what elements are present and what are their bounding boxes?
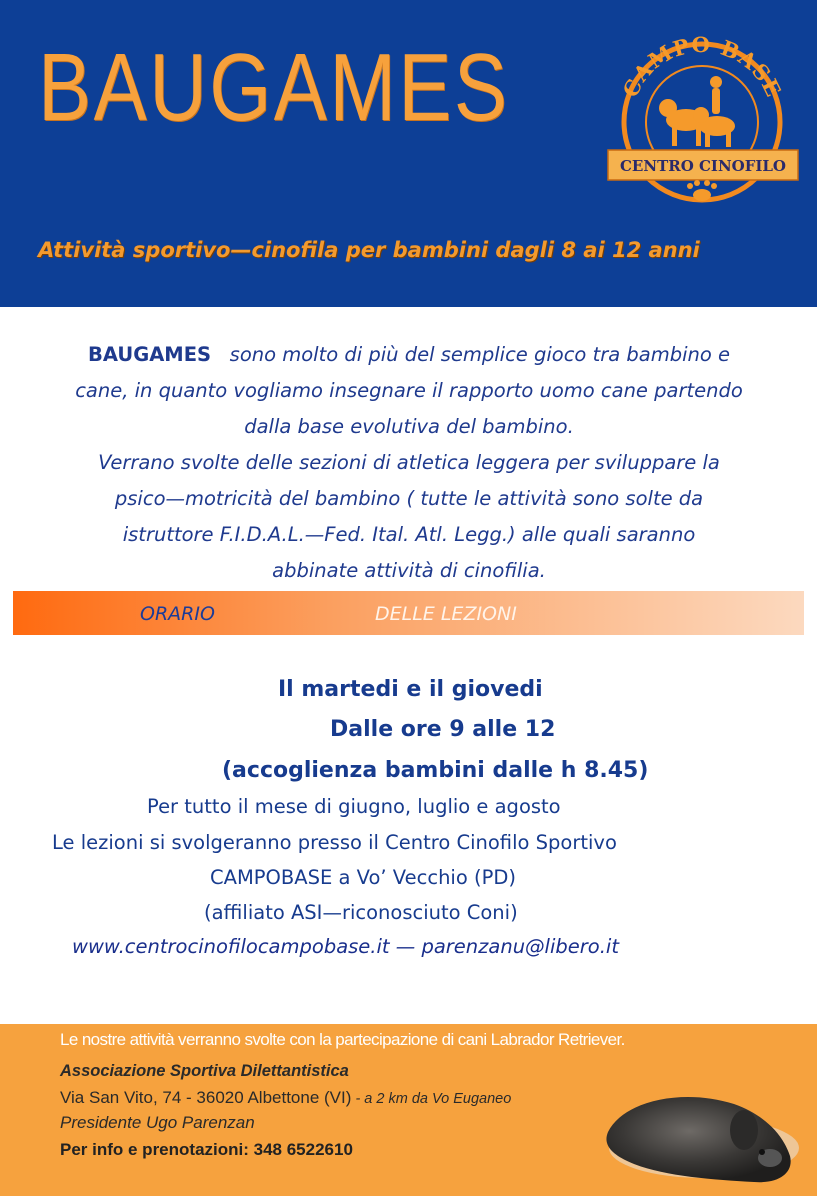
schedule-hours: Dalle ore 9 alle 12 [330,717,556,742]
footer-address-distance: - a 2 km da Vo Euganeo [351,1091,512,1107]
logo-top-text: CAMPO BASE [617,31,787,102]
intro-name: BAUGAMES [88,343,212,366]
schedule-months: Per tutto il mese di giugno, luglio e agosto [147,795,561,818]
intro-line-3: dalla base evolutiva del bambino. [244,415,574,438]
schedule-welcome: (accoglienza bambini dalle h 8.45) [222,758,649,783]
page-title: BAUGAMES [38,34,510,141]
footer-president: Presidente Ugo Parenzan [60,1113,255,1132]
logo-bottom-text: CENTRO CINOFILO [619,157,787,175]
contact-links[interactable]: www.centrocinofilocampobase.it — parenzanu@libero.it [72,935,619,958]
footer-note: Le nostre attività verranno svolte con la partecipazione di cani Labrador Retriever. [60,1030,625,1049]
schedule-banner-label-2: DELLE LEZIONI [375,603,517,625]
labrador-puppy-photo [594,1060,804,1190]
schedule-banner-label-1: ORARIO [140,603,215,625]
campo-base-logo [604,26,800,206]
footer-association: Associazione Sportiva Dilettantistica [60,1062,349,1080]
intro-line-4: Verrano svolte delle sezioni di atletica leggera per sviluppare la [98,451,720,474]
page-subtitle: Attività sportivo—cinofila per bambini dagli 8 ai 12 anni [38,238,700,262]
footer-info-phone: Per info e prenotazioni: 348 6522610 [60,1140,353,1159]
schedule-days: Il martedi e il giovedi [278,677,543,702]
schedule-place-line-2: CAMPOBASE a Vo’ Vecchio (PD) [210,866,516,889]
intro-line-5: psico—motricità del bambino ( tutte le attività sono solte da [114,487,704,510]
schedule-place-line-1: Le lezioni si svolgeranno presso il Centro Cinofilo Sportivo [52,831,617,854]
intro-line-7: abbinate attività di cinofilia. [272,559,546,582]
intro-line-6: istruttore F.I.D.A.L.—Fed. Ital. Atl. Legg.) alle quali saranno [122,523,696,546]
schedule-affiliation: (affiliato ASI—riconosciuto Coni) [204,901,518,924]
intro-paragraph [18,337,800,589]
dogs-silhouette-icon [659,76,735,147]
footer-address [60,1088,511,1108]
intro-line-1: sono molto di più del semplice gioco tra bambino e [229,343,730,366]
intro-line-2: cane, in quanto vogliamo insegnare il rapporto uomo cane partendo [75,379,743,402]
footer-address-street: Via San Vito, 74 - 36020 Albettone (VI) [60,1088,352,1107]
